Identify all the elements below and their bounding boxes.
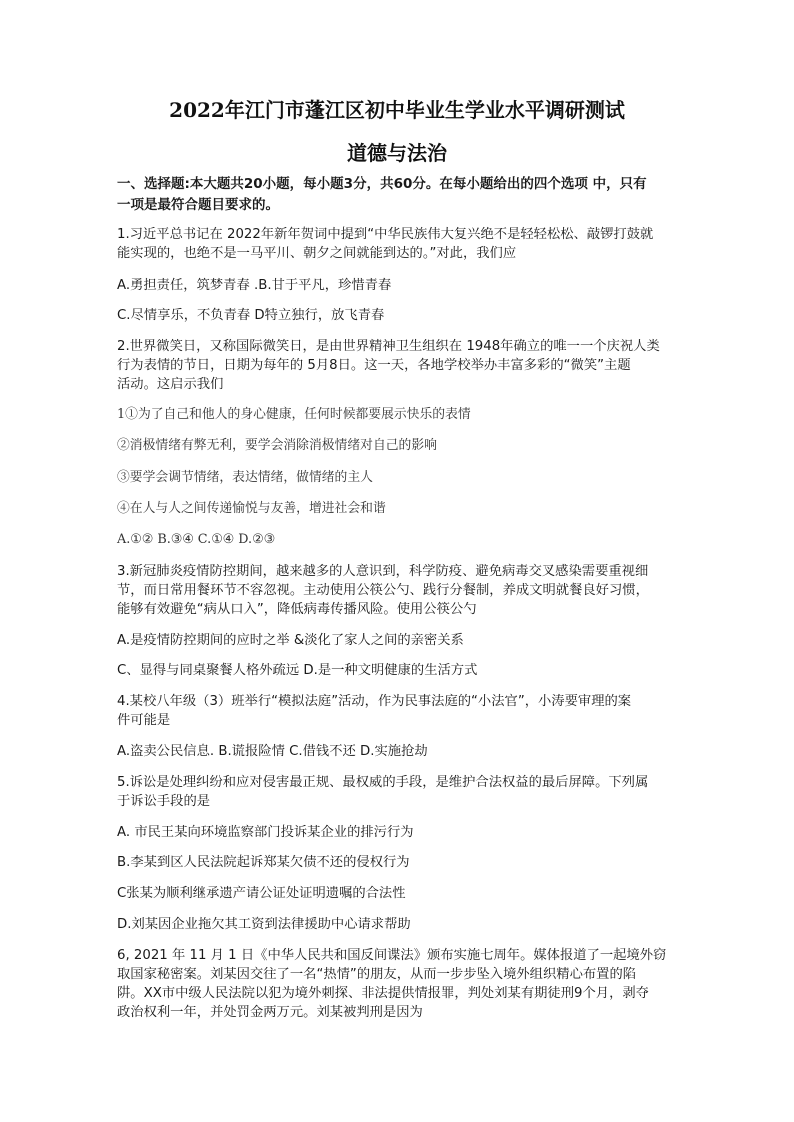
- question-stem-line: 于诉讼手段的是: [117, 794, 211, 809]
- answer-option: A.勇担责任，筑梦青春 .B.甘于平凡，珍惜青春: [117, 278, 392, 293]
- statement-item: ②消极情绪有弊无利，要学会消除消极情绪对自己的影响: [117, 438, 437, 453]
- statement-item: ③要学会调节情绪，表达情绪，做情绪的主人: [117, 470, 373, 485]
- question-stem-line: 件可能是: [117, 713, 171, 728]
- answer-option: A.①② B.③④ C.①④ D.②③: [117, 532, 276, 547]
- statement-item: 1①为了自己和他人的身心健康，任何时候都要展示快乐的表情: [117, 407, 471, 422]
- section-heading-line: 一、选择题:本大题共20小题，每小题3分，共60分。在每小题给出的四个选项 中，只有: [117, 176, 647, 192]
- question-stem-line: 2.世界微笑日，又称国际微笑日，是由世界精神卫生组织在 1948年确立的唯一一个庆祝人类: [117, 339, 660, 354]
- exam-title: 2022年江门市蓬江区初中毕业生学业水平调研测试: [169, 98, 625, 122]
- question-stem-line: 能够有效避免“病从口入”，降低病毒传播风险。使用公筷公勺: [117, 602, 477, 617]
- answer-option: A.盗卖公民信息. B.谎报险情 C.借钱不还 D.实施抢劫: [117, 744, 428, 759]
- question-stem-line: 政治权利一年，并处罚金两万元。刘某被判刑是因为: [117, 1005, 423, 1020]
- answer-option: C、显得与同桌聚餐人格外疏远 D.是一种文明健康的生活方式: [117, 663, 478, 678]
- question-stem-line: 活动。这启示我们: [117, 377, 224, 392]
- section-heading-line: 一项是最符合题目要求的。: [117, 197, 279, 213]
- answer-option: A.是疫情防控期间的应时之举 &淡化了家人之间的亲密关系: [117, 633, 464, 648]
- question-stem-line: 6, 2021 年 11 月 1 日《中华人民共和国反间谍法》颁布实施七周年。媒体报道了一起境外窃: [117, 948, 667, 963]
- answer-option: D.刘某因企业拖欠其工资到法律援助中心请求帮助: [117, 917, 411, 932]
- question-stem-line: 节，而日常用餐环节不容忽视。主动使用公筷公勺、践行分餐制，养成文明就餐良好习惯，: [117, 583, 649, 598]
- question-stem-line: 4.某校八年级（3）班举行“模拟法庭”活动，作为民事法庭的“小法官”，小涛要审理的案: [117, 694, 632, 709]
- question-stem-line: 能实现的，也绝不是一马平川、朝夕之间就能到达的。”对此，我们应: [117, 246, 517, 261]
- answer-option: C.尽情享乐，不负青春 D特立独行，放飞青春: [117, 308, 385, 323]
- subject-title: 道德与法治: [347, 141, 447, 165]
- question-stem-line: 行为表情的节日，日期为每年的 5月8日。这一天，各地学校举办丰富多彩的“微笑”主题: [117, 358, 631, 373]
- answer-option: C张某为顺利继承遗产请公证处证明遗嘱的合法性: [117, 886, 406, 901]
- answer-option: B.李某到区人民法院起诉郑某欠债不还的侵权行为: [117, 855, 410, 870]
- question-stem-line: 取国家秘密案。刘某因交往了一名“热情”的朋友，从而一步步坠入境外组织精心布置的陷: [117, 967, 637, 982]
- answer-option: A. 市民王某向环境监察部门投诉某企业的排污行为: [117, 825, 414, 840]
- question-stem-line: 3.新冠肺炎疫情防控期间，越来越多的人意识到，科学防疫、避免病毒交叉感染需要重视细: [117, 564, 649, 579]
- section-heading: [117, 174, 687, 216]
- question-stem-line: 1.习近平总书记在 2022年新年贺词中提到“中华民族伟大复兴绝不是轻轻松松、敲锣打鼓就: [117, 227, 654, 242]
- question-stem-line: 5.诉讼是处理纠纷和应对侵害最正规、最权威的手段，是维护合法权益的最后屏障。下列属: [117, 775, 649, 790]
- statement-item: ④在人与人之间传递愉悦与友善，增进社会和谐: [117, 501, 386, 516]
- question-stem-line: 阱。XX市中级人民法院以犯为境外刺探、非法提供情报罪，判处刘某有期徒刑9个月，剥夺: [117, 986, 649, 1001]
